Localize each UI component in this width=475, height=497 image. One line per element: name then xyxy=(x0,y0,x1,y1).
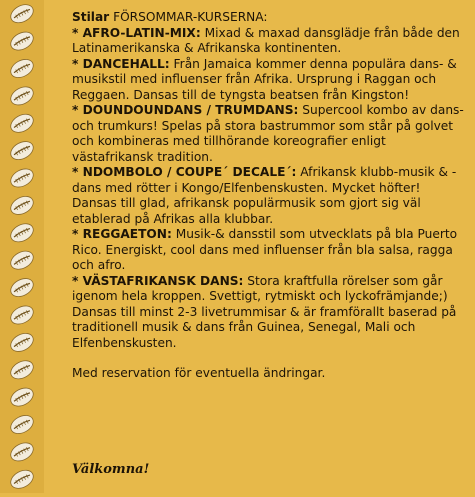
cowrie-shell-icon xyxy=(8,1,37,26)
cowrie-shell-icon xyxy=(8,467,37,492)
cowrie-shell-icon xyxy=(8,193,37,218)
course-title: * DANCEHALL: xyxy=(72,56,170,71)
cowrie-shell-icon xyxy=(8,384,37,409)
reservation-note: Med reservation för eventuella ändringar. xyxy=(72,366,326,380)
course-text: Mixad & maxad dansglädje från både den Latinamerikanska & Afrikanska kontinenten. xyxy=(72,25,460,55)
cowrie-shell-icon xyxy=(8,357,37,382)
cowrie-shell-icon xyxy=(8,302,37,327)
cowrie-shell-icon xyxy=(8,56,37,81)
welcome-signoff: Välkomna! xyxy=(72,462,150,477)
cowrie-shell-icon xyxy=(8,138,37,163)
cowrie-shell-icon xyxy=(8,111,37,136)
course-title: * AFRO-LATIN-MIX: xyxy=(72,25,201,40)
cowrie-shell-icon xyxy=(8,439,37,464)
course-description xyxy=(72,10,467,382)
course-text: Stora kraftfulla rörelser som går igenom hela kroppen. Svettigt, rytmiskt och lyckofrämjande;) Dansas till minst 2-3 livetrummisar & är framförallt baserad på traditionell musik & dans från Guinea, Senegal, Mali och Elfenbenskusten. xyxy=(72,273,457,350)
course-text: Från Jamaica kommer denna populära dans- & musikstil med influenser från Afrika. Ursprung i Raggan och Reggaen. Dansas till de tyngsta beatsen från Kingston! xyxy=(72,56,457,102)
cowrie-shell-icon xyxy=(8,412,37,437)
course-title: * DOUNDOUNDANS / TRUMDANS: xyxy=(72,103,299,117)
cowrie-shell-icon xyxy=(8,83,37,108)
course-item xyxy=(72,227,467,274)
intro-bold: Stilar xyxy=(72,10,110,24)
spacer xyxy=(72,351,467,366)
intro-text: FÖRSOMMAR-KURSERNA: xyxy=(109,10,268,24)
cowrie-shell-border xyxy=(0,0,44,493)
cowrie-shell-icon xyxy=(8,165,37,190)
course-text: Afrikansk klubb-musik & -dans med rötter i Kongo/Elfenbenskusten. Mycket höfter! Dansas till glad, afrikansk populärmusik som gjort sig väl etablerad på Afrikas alla klubbar. xyxy=(72,165,457,226)
course-text: Supercool kombo av dans- och trumkurs! Spelas på stora bastrummor som står på golvet och kombineras med tillhörande koreografier enligt västafrikansk tradition. xyxy=(72,103,464,164)
cowrie-shell-icon xyxy=(8,330,37,355)
course-title: * NDOMBOLO / COUPE´ DECALE´: xyxy=(72,165,297,179)
course-title: * VÄSTAFRIKANSK DANS: xyxy=(72,273,244,288)
course-item xyxy=(72,57,467,104)
course-item xyxy=(72,26,467,57)
course-text: Musik-& dansstil som utvecklats på bla Puerto Rico. Energiskt, cool dans med influenser från bla salsa, ragga och afro. xyxy=(72,227,458,272)
course-item xyxy=(72,165,467,227)
course-item xyxy=(72,274,467,352)
cowrie-shell-column xyxy=(0,0,44,493)
cowrie-shell-icon xyxy=(8,248,37,273)
course-item xyxy=(72,103,467,165)
cowrie-shell-icon xyxy=(8,220,37,245)
cowrie-shell-icon xyxy=(8,275,37,300)
course-title: * REGGAETON: xyxy=(72,227,172,241)
cowrie-shell-icon xyxy=(8,28,37,53)
intro-line xyxy=(72,10,467,26)
